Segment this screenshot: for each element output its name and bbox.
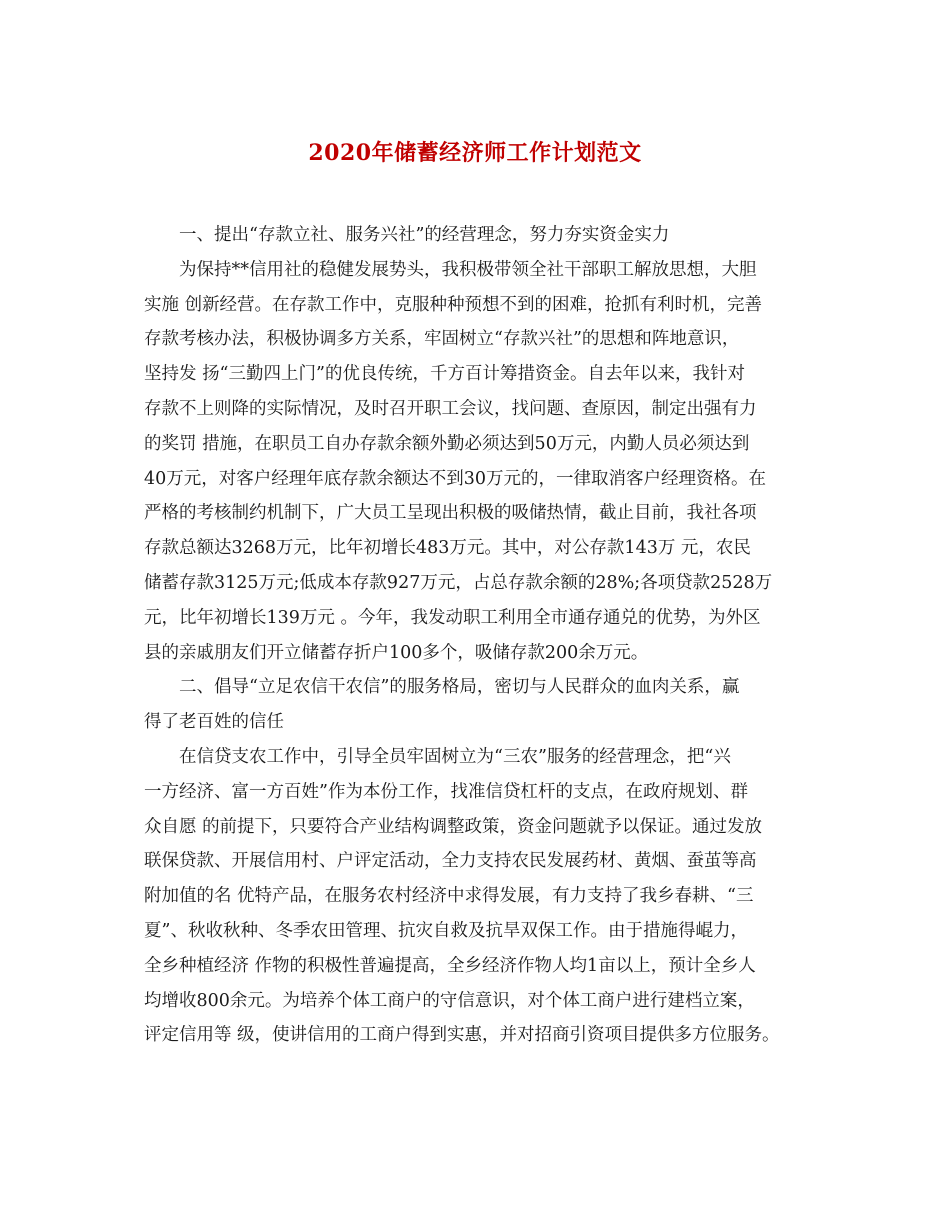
text-line: 全乡种植经济 作物的积极性普遍提高，全乡经济作物人均1亩以上，预计全乡人 bbox=[144, 955, 756, 976]
text-line: 一方经济、富一方百姓”作为本份工作，找准信贷杠杆的支点，在政府规划、群 bbox=[144, 781, 748, 802]
text-line: 为保持**信用社的稳健发展势头，我积极带领全社干部职工解放思想，大胆 bbox=[179, 259, 757, 280]
text-line: 在信贷支农工作中，引导全员牢固树立为“三农”服务的经营理念，把“兴 bbox=[179, 746, 731, 767]
text-line: 众自愿 的前提下，只要符合产业结构调整政策，资金问题就予以保证。通过发放 bbox=[144, 816, 763, 837]
text-line: 得了老百姓的信任 bbox=[144, 712, 284, 733]
text-line: 联保贷款、开展信用村、户评定活动，全力支持农民发展药材、黄烟、蚕茧等高 bbox=[144, 851, 757, 872]
document-title: 2020年储蓄经济师工作计划范文 bbox=[308, 140, 642, 166]
text-line: 县的亲戚朋友们开立储蓄存折户100多个，吸储存款200余万元。 bbox=[144, 642, 649, 663]
text-line: 实施 创新经营。在存款工作中，克服种种预想不到的困难，抢抓有利时机，完善 bbox=[144, 294, 763, 315]
text-line: 附加值的名 优特产品，在服务农村经济中求得发展，有力支持了我乡春耕、“三 bbox=[144, 886, 754, 907]
text-line: 存款总额达3268万元，比年初增长483万元。其中，对公存款143万 元，农民 bbox=[144, 538, 751, 559]
text-line: 夏”、秋收秋种、冬季农田管理、抗灾自救及抗旱双保工作。由于措施得崐力， bbox=[144, 920, 748, 941]
text-line: 的奖罚 措施，在职员工自办存款余额外勤必须达到50万元，内勤人员必须达到 bbox=[144, 433, 750, 454]
text-line: 储蓄存款3125万元;低成本存款927万元，占总存款余额的28%;各项贷款2528万 bbox=[144, 572, 773, 593]
text-line: 均增收800余元。为培养个体工商户的守信意识，对个体工商户进行建档立案， bbox=[144, 990, 755, 1011]
text-line: 40万元，对客户经理年底存款余额达不到30万元的，一律取消客户经理资格。在 bbox=[144, 468, 767, 489]
text-line: 存款不上则降的实际情况，及时召开职工会议，找问题、查原因，制定出强有力 bbox=[144, 398, 757, 419]
text-line: 一、提出“存款立社、服务兴社”的经营理念，努力夯实资金实力 bbox=[179, 225, 670, 245]
text-line: 评定信用等 级，使讲信用的工商户得到实惠，并对招商引资项目提供多方位服务。 bbox=[144, 1025, 780, 1046]
document-body bbox=[144, 218, 820, 1053]
text-line: 二、倡导“立足农信干农信”的服务格局，密切与人民群众的血肉关系，赢 bbox=[179, 677, 740, 698]
text-line: 坚持发 扬“三勤四上门”的优良传统，千方百计筹措资金。自去年以来，我针对 bbox=[144, 364, 745, 385]
text-line: 存款考核办法，积极协调多方关系，牢固树立“存款兴社”的思想和阵地意识， bbox=[144, 329, 740, 350]
text-line: 严格的考核制约机制下，广大员工呈现出积极的吸储热情，截止目前，我社各项 bbox=[144, 503, 757, 524]
text-line: 元，比年初增长139万元 。今年，我发动职工利用全市通存通兑的优势，为外区 bbox=[144, 607, 761, 628]
